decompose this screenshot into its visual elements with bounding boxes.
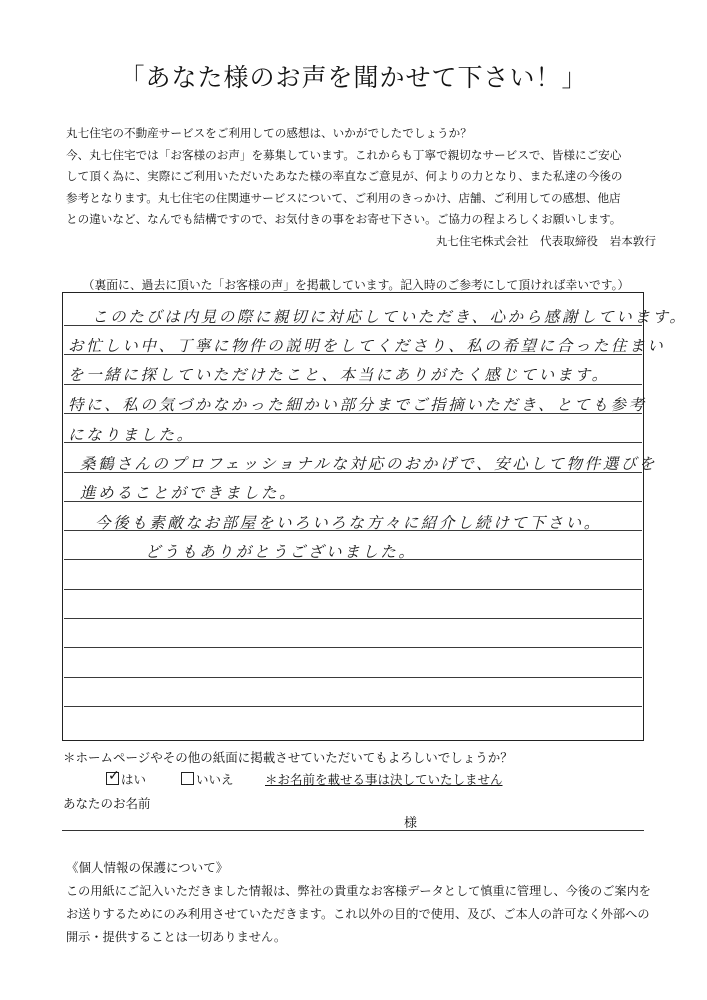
privacy-line: 開示・提供することは一切ありません。 xyxy=(66,930,287,944)
writing-line xyxy=(64,706,642,707)
consent-yes-option[interactable] xyxy=(106,770,146,788)
privacy-line: お送りするためにのみ利用させていただきます。これ以外の目的で使用、及び、ご本人の許可なく外部への xyxy=(66,907,650,921)
intro-line: して頂く為に、実際にご利用いただいたあなた様の率直なご意見が、何よりの力となり、また私達の今後の xyxy=(66,169,623,183)
handwritten-line: お忙しい中、丁寧に物件の説明をしてくださり、私の希望に合った住まい xyxy=(68,337,666,355)
handwritten-line: 今後も素敵なお部屋をいろいろな方々に紹介し続けて下さい。 xyxy=(95,514,602,532)
handwritten-line: になりました。 xyxy=(68,426,195,444)
handwritten-line: 特に、私の気づかなかった細かい部分までご指摘いただき、とても参考 xyxy=(68,396,647,414)
consent-no-option[interactable] xyxy=(181,770,234,788)
privacy-title: 《個人情報の保護について》 xyxy=(66,860,229,875)
no-label: いいえ xyxy=(196,772,234,787)
consent-question: ＊ホームページやその他の紙面に掲載させていただいてもよろしいでしょうか？ xyxy=(63,750,513,765)
handwritten-line: 進めることができました。 xyxy=(80,484,298,502)
handwritten-line: このたびは内見の際に親切に対応していただき、心から感謝しています。 xyxy=(92,308,688,326)
no-checkbox[interactable] xyxy=(181,772,194,785)
name-field[interactable] xyxy=(62,830,644,831)
yes-checkbox[interactable] xyxy=(106,768,120,785)
writing-line xyxy=(64,647,642,648)
name-notice: ＊お名前を載せる事は決していたしません xyxy=(265,772,503,787)
privacy-text xyxy=(66,880,656,949)
intro-line: 今、丸七住宅では「お客様のお声」を募集しています。これからも丁寧で親切なサービスで、皆様にご安心 xyxy=(66,147,622,162)
intro-line: 参考となります。丸七住宅の住関連サービスについて、ご利用のきっかけ、店舗、ご利用しての感想、他店 xyxy=(66,190,621,205)
intro-line: 丸七住宅の不動産サービスをご利用しての感想は、いかがでしたでしょうか？ xyxy=(66,126,472,140)
intro-line: との違いなど、なんでも結構ですので、お気付きの事をお寄せ下さい。ご協力の程よろしくお願いします。 xyxy=(66,212,622,226)
writing-line xyxy=(64,589,642,590)
privacy-line: この用紙にご記入いただきました情報は、弊社の貴重なお客様データとして慎重に管理し、今後のご案内を xyxy=(66,884,651,898)
intro-text xyxy=(66,123,656,231)
name-suffix: 様 xyxy=(404,816,418,831)
page-title: 「あなた様のお声を聞かせて下さい！」 xyxy=(119,63,588,92)
name-label: あなたのお名前 xyxy=(63,796,151,811)
check-mark-icon: ✓ xyxy=(108,768,120,784)
handwritten-line: 桑鶴さんのプロフェッショナルな対応のおかげで、安心して物件選びを xyxy=(80,455,658,473)
handwritten-line: どうもありがとうございました。 xyxy=(145,543,417,561)
writing-line xyxy=(64,677,642,678)
writing-line xyxy=(64,618,642,619)
yes-label: はい xyxy=(121,772,147,787)
company-signature: 丸七住宅株式会社 代表取締役 岩本敦行 xyxy=(435,234,656,248)
handwritten-line: を一緒に探していただけたこと、本当にありがたく感じています。 xyxy=(68,366,610,384)
reference-note: （裏面に、過去に頂いた「お客様の声」を掲載しています。記入時のご参考にして頂ければ幸いです。） xyxy=(82,278,630,292)
